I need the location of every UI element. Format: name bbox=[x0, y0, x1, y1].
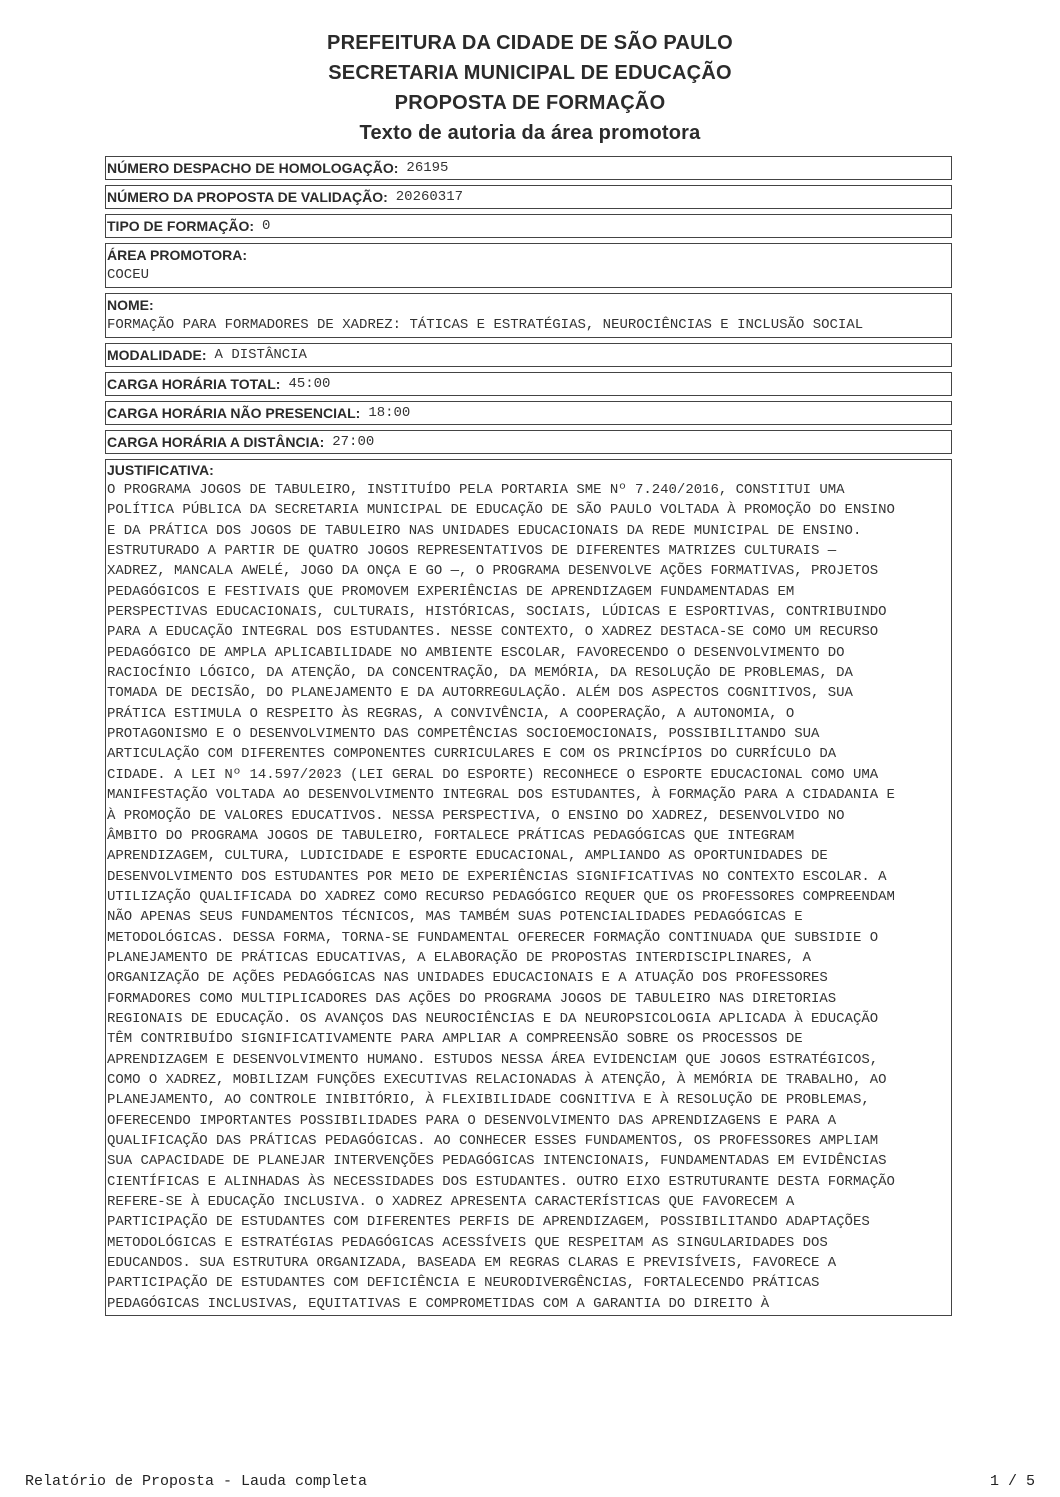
field-label: NOME: bbox=[107, 297, 154, 313]
header-prefeitura: PREFEITURA DA CIDADE DE SÃO PAULO bbox=[327, 32, 733, 54]
justificativa-line: NÃO APENAS SEUS FUNDAMENTOS TÉCNICOS, MAS TAMBÉM SUAS POTENCIALIDADES PEDAGÓGICAS E bbox=[107, 909, 803, 926]
justificativa-line: PERSPECTIVAS EDUCACIONAIS, CULTURAIS, HISTÓRICAS, SOCIAIS, LÚDICAS E ESPORTIVAS, CONTRIBUINDO bbox=[107, 604, 887, 621]
field-label: CARGA HORÁRIA NÃO PRESENCIAL: bbox=[107, 405, 361, 421]
field-label: ÁREA PROMOTORA: bbox=[107, 247, 247, 263]
justificativa-line: TÊM CONTRIBUÍDO SIGNIFICATIVAMENTE PARA AMPLIAR A COMPREENSÃO SOBRE OS PROCESSOS DE bbox=[107, 1031, 803, 1048]
justificativa-line: SUA CAPACIDADE DE PLANEJAR INTERVENÇÕES PEDAGÓGICAS INTENCIONAIS, FUNDAMENTADAS EM EVIDÊNCIAS bbox=[107, 1153, 887, 1170]
justificativa-line: REGIONAIS DE EDUCAÇÃO. OS AVANÇOS DAS NEUROCIÊNCIAS E DA NEUROPSICOLOGIA APLICADA À EDUCAÇÃO bbox=[107, 1010, 879, 1027]
field-justificativa bbox=[105, 459, 952, 1316]
header-subtitle: Texto de autoria da área promotora bbox=[359, 122, 701, 144]
field-carga-distancia bbox=[105, 430, 952, 454]
justificativa-line: PEDAGÓGICAS INCLUSIVAS, EQUITATIVAS E COMPROMETIDAS COM A GARANTIA DO DIREITO À bbox=[107, 1295, 770, 1312]
justificativa-line: ESTRUTURADO A PARTIR DE QUATRO JOGOS REPRESENTATIVOS DE DIFERENTES MATRIZES CULTURAIS — bbox=[107, 543, 837, 560]
field-value: 18:00 bbox=[368, 405, 411, 421]
justificativa-line: PEDAGÓGICO DE AMPLA APLICABILIDADE NO AMBIENTE ESCOLAR, FAVORECENDO O DESENVOLVIMENTO DO bbox=[107, 644, 845, 661]
justificativa-line: ÂMBITO DO PROGRAMA JOGOS DE TABULEIRO, FORTALECE PRÁTICAS PEDAGÓGICAS QUE INTEGRAM bbox=[107, 827, 795, 844]
field-label: CARGA HORÁRIA TOTAL: bbox=[107, 376, 281, 392]
justificativa-line: ARTICULAÇÃO COM DIFERENTES COMPONENTES CURRICULARES E COM OS PRINCÍPIOS DO CURRÍCULO DA bbox=[107, 746, 837, 763]
justificativa-line: FORMADORES COMO MULTIPLICADORES DAS AÇÕES DO PROGRAMA JOGOS DE TABULEIRO NAS DIRETORIAS bbox=[107, 990, 837, 1007]
justificativa-line: PARTICIPAÇÃO DE ESTUDANTES COM DIFERENTES PERFIS DE APRENDIZAGEM, POSSIBILITANDO ADAPTAÇÕES bbox=[107, 1214, 870, 1231]
justificativa-line: PRÁTICA ESTIMULA O RESPEITO ÀS REGRAS, A CONVIVÊNCIA, A COOPERAÇÃO, A AUTONOMIA, O bbox=[107, 705, 795, 722]
justificativa-line: PEDAGÓGICOS E FESTIVAIS QUE PROMOVEM EXPERIÊNCIAS DE APRENDIZAGEM FUNDAMENTADAS EM bbox=[107, 583, 795, 600]
justificativa-line: ORGANIZAÇÃO DE AÇÕES PEDAGÓGICAS NAS UNIDADES EDUCACIONAIS E A ATUAÇÃO DOS PROFESSORES bbox=[107, 970, 828, 987]
field-label: CARGA HORÁRIA A DISTÂNCIA: bbox=[107, 434, 325, 450]
field-value: COCEU bbox=[107, 267, 150, 283]
field-label: MODALIDADE: bbox=[107, 347, 207, 363]
field-value: 27:00 bbox=[332, 434, 375, 450]
justificativa-text bbox=[107, 480, 951, 1314]
header-secretaria: SECRETARIA MUNICIPAL DE EDUCAÇÃO bbox=[328, 62, 732, 84]
field-modalidade bbox=[105, 343, 952, 367]
field-value: 26195 bbox=[406, 160, 449, 176]
justificativa-line: TOMADA DE DECISÃO, DO PLANEJAMENTO E DA AUTORREGULAÇÃO. ALÉM DOS ASPECTOS COGNITIVOS, SUA bbox=[107, 685, 853, 702]
justificativa-line: APRENDIZAGEM E DESENVOLVIMENTO HUMANO. ESTUDOS NESSA ÁREA EVIDENCIAM QUE JOGOS ESTRATÉGICOS, bbox=[107, 1051, 879, 1068]
justificativa-line: PLANEJAMENTO DE PRÁTICAS EDUCATIVAS, A ELABORAÇÃO DE PROPOSTAS INTERDISCIPLINARES, A bbox=[107, 949, 812, 966]
field-value: 45:00 bbox=[288, 376, 331, 392]
justificativa-line: E DA PRÁTICA DOS JOGOS DE TABULEIRO NAS UNIDADES EDUCACIONAIS DA REDE MUNICIPAL DE ENSINO. bbox=[107, 522, 862, 539]
justificativa-line: PARA A EDUCAÇÃO INTEGRAL DOS ESTUDANTES. NESSE CONTEXTO, O XADREZ DESTACA-SE COMO UM RECURSO bbox=[107, 624, 879, 641]
field-label: NÚMERO DESPACHO DE HOMOLOGAÇÃO: bbox=[107, 160, 399, 176]
field-value: 20260317 bbox=[395, 189, 463, 205]
justificativa-line: À PROMOÇÃO DE VALORES EDUCATIVOS. NESSA PERSPECTIVA, O ENSINO DO XADREZ, DESENVOLVIDO NO bbox=[107, 807, 845, 824]
field-label: TIPO DE FORMAÇÃO: bbox=[107, 218, 254, 234]
justificativa-line: METODOLÓGICAS E ESTRATÉGIAS PEDAGÓGICAS ACESSÍVEIS QUE RESPEITAM AS SINGULARIDADES DOS bbox=[107, 1234, 828, 1251]
justificativa-line: REFERE-SE À EDUCAÇÃO INCLUSIVA. O XADREZ APRESENTA CARACTERÍSTICAS QUE FAVORECEM A bbox=[107, 1194, 795, 1211]
justificativa-line: EDUCANDOS. SUA ESTRUTURA ORGANIZADA, BASEADA EM REGRAS CLARAS E PREVISÍVEIS, FAVORECE A bbox=[107, 1255, 837, 1272]
field-value: 0 bbox=[262, 218, 271, 234]
justificativa-line: CIDADE. A LEI Nº 14.597/2023 (LEI GERAL DO ESPORTE) RECONHECE O ESPORTE EDUCACIONAL COMO UMA bbox=[107, 766, 879, 783]
justificativa-line: APRENDIZAGEM, CULTURA, LUDICIDADE E ESPORTE EDUCACIONAL, AMPLIANDO AS OPORTUNIDADES DE bbox=[107, 848, 828, 865]
justificativa-line: PROTAGONISMO E O DESENVOLVIMENTO DAS COMPETÊNCIAS SOCIOEMOCIONAIS, POSSIBILITANDO SUA bbox=[107, 726, 820, 743]
field-carga-total bbox=[105, 372, 952, 396]
field-label: NÚMERO DA PROPOSTA DE VALIDAÇÃO: bbox=[107, 189, 388, 205]
justificativa-line: PARTICIPAÇÃO DE ESTUDANTES COM DEFICIÊNCIA E NEURODIVERGÊNCIAS, FORTALECENDO PRÁTICAS bbox=[107, 1275, 820, 1292]
justificativa-line: PLANEJAMENTO, AO CONTROLE INIBITÓRIO, À FLEXIBILIDADE COGNITIVA E À RESOLUÇÃO DE PROBLEMAS, bbox=[107, 1092, 870, 1109]
proposal-fields bbox=[105, 156, 952, 1321]
field-carga-nao-presencial bbox=[105, 401, 952, 425]
field-label: JUSTIFICATIVA: bbox=[107, 462, 214, 478]
field-despacho bbox=[105, 156, 952, 180]
justificativa-line: METODOLÓGICAS. DESSA FORMA, TORNA-SE FUNDAMENTAL OFERECER FORMAÇÃO CONTINUADA QUE SUBSIDIE O bbox=[107, 929, 879, 946]
justificativa-line: POLÍTICA PÚBLICA DA SECRETARIA MUNICIPAL DE EDUCAÇÃO DE SÃO PAULO VOLTADA À PROMOÇÃO DO ENSINO bbox=[107, 502, 895, 519]
field-value: A DISTÂNCIA bbox=[214, 347, 307, 363]
justificativa-line: UTILIZAÇÃO QUALIFICADA DO XADREZ COMO RECURSO PEDAGÓGICO REQUER QUE OS PROFESSORES COMPREENDAM bbox=[107, 888, 895, 905]
field-proposta-validacao bbox=[105, 185, 952, 209]
justificativa-line: COMO O XADREZ, MOBILIZAM FUNÇÕES EXECUTIVAS RELACIONADAS À ATENÇÃO, À MEMÓRIA DE TRABALHO, AO bbox=[107, 1071, 887, 1088]
justificativa-line: QUALIFICAÇÃO DAS PRÁTICAS PEDAGÓGICAS. AO CONHECER ESSES FUNDAMENTOS, OS PROFESSORES AMPLIAM bbox=[107, 1133, 879, 1149]
header-proposta: PROPOSTA DE FORMAÇÃO bbox=[394, 92, 666, 114]
document-header bbox=[0, 28, 1060, 148]
field-nome bbox=[105, 293, 952, 338]
footer-report-title: Relatório de Proposta - Lauda completa bbox=[25, 1473, 368, 1490]
justificativa-line: CIENTÍFICAS E ALINHADAS ÀS NECESSIDADES DOS ESTUDANTES. OUTRO EIXO ESTRUTURANTE DESTA FORMAÇÃO bbox=[107, 1173, 895, 1190]
footer-page-number: 1 / 5 bbox=[989, 1473, 1035, 1490]
justificativa-line: MANIFESTAÇÃO VOLTADA AO DESENVOLVIMENTO INTEGRAL DOS ESTUDANTES, À FORMAÇÃO PARA A CIDADANIA E bbox=[107, 787, 895, 804]
field-value: FORMAÇÃO PARA FORMADORES DE XADREZ: TÁTICAS E ESTRATÉGIAS, NEUROCIÊNCIAS E INCLUSÃO SOCIAL bbox=[107, 317, 864, 333]
justificativa-line: O PROGRAMA JOGOS DE TABULEIRO, INSTITUÍDO PELA PORTARIA SME Nº 7.240/2016, CONSTITUI UMA bbox=[107, 482, 845, 498]
field-tipo-formacao bbox=[105, 214, 952, 238]
justificativa-line: XADREZ, MANCALA AWELÉ, JOGO DA ONÇA E GO —, O PROGRAMA DESENVOLVE AÇÕES FORMATIVAS, PROJETOS bbox=[107, 563, 879, 580]
justificativa-line: RACIOCÍNIO LÓGICO, DA ATENÇÃO, DA CONCENTRAÇÃO, DA MEMÓRIA, DA RESOLUÇÃO DE PROBLEMAS, DA bbox=[107, 665, 853, 682]
justificativa-line: DESENVOLVIMENTO DOS ESTUDANTES POR MEIO DE EXPERIÊNCIAS SIGNIFICATIVAS NO CONTEXTO ESCOLAR. A bbox=[107, 868, 887, 885]
justificativa-line: OFERECENDO IMPORTANTES POSSIBILIDADES PARA O DESENVOLVIMENTO DAS APRENDIZAGENS E PARA A bbox=[107, 1112, 837, 1129]
field-area-promotora bbox=[105, 243, 952, 288]
